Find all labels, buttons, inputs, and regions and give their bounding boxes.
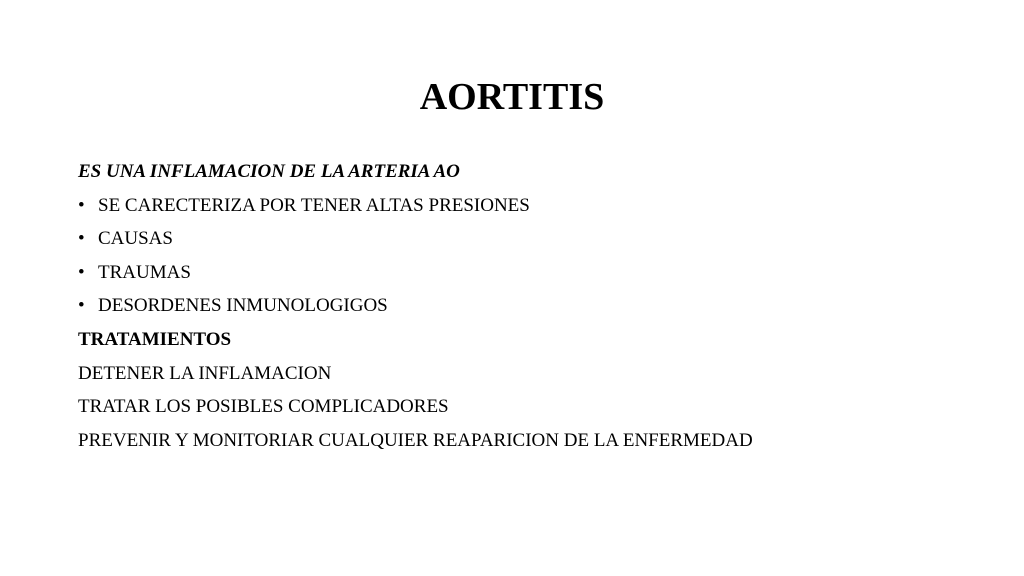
treatment-heading: TRATAMIENTOS [78,328,232,350]
bullet-item [78,222,978,256]
bullet-text: DESORDENES INMUNOLOGIGOS [98,295,388,317]
bullet-item [78,189,978,223]
bullet-item [78,256,978,290]
slide-content [78,155,978,457]
treatment-item: TRATAR LOS POSIBLES COMPLICADORES [78,396,449,418]
bullet-item [78,289,978,323]
bullet-text: SE CARECTERIZA POR TENER ALTAS PRESIONES [98,194,530,216]
bullet-icon: • [78,228,85,250]
bullet-text: TRAUMAS [98,261,191,283]
treatment-item: PREVENIR Y MONITORIAR CUALQUIER REAPARICION DE LA ENFERMEDAD [78,429,753,451]
definition-text: ES UNA INFLAMACION DE LA ARTERIA AO [78,161,460,182]
bullet-icon: • [78,261,85,283]
slide-title: AORTITIS [419,76,605,118]
treatment-item: DETENER LA INFLAMACION [78,362,332,384]
bullet-icon: • [78,295,85,317]
bullet-text: CAUSAS [98,228,173,250]
bullet-icon: • [78,194,85,216]
